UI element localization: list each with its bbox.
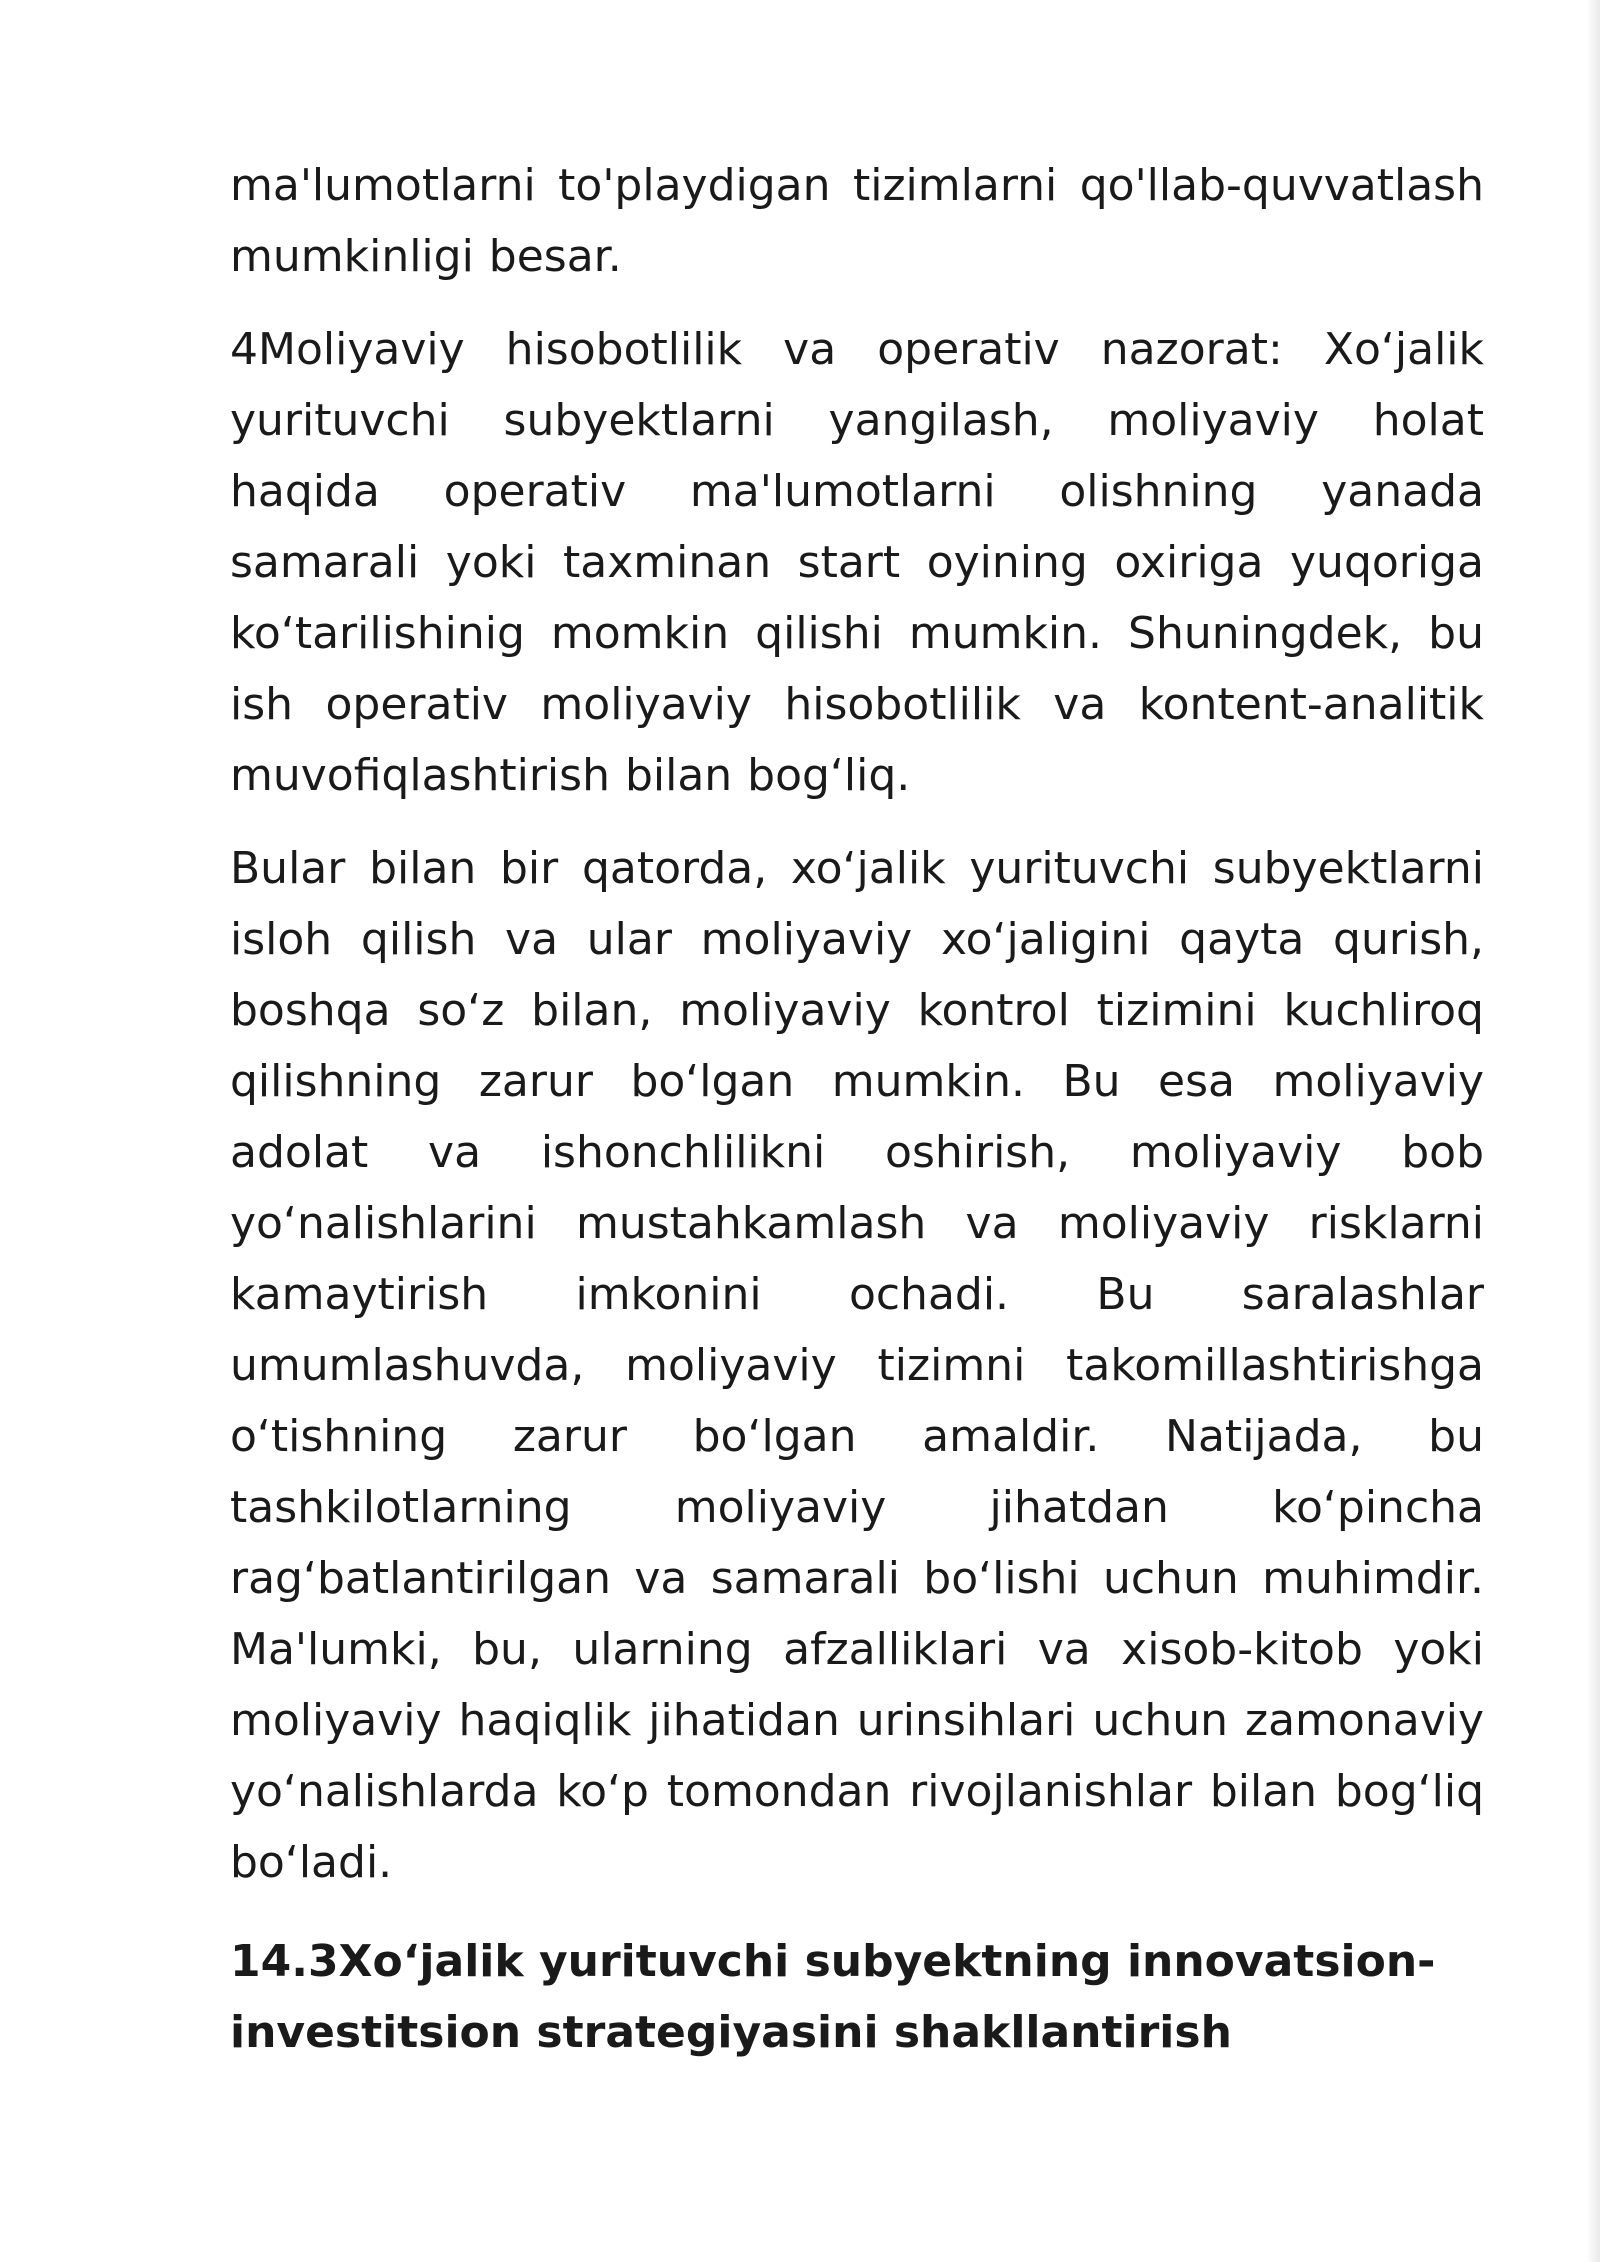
paragraph-continuation: ma'lumotlarni to'playdigan tizimlarni qo'llab-quvvatlash mumkinligi besar. xyxy=(230,160,1484,282)
paragraph-financial-reporting: 4Moliyaviy hisobotlilik va operativ nazorat: Xo‘jalik yurituvchi subyektlarni yangilash, moliyaviy holat haqida operativ ma'lumotlarni olishning yanada samarali yoki taxminan start oyining oxiriga yuqoriga ko‘tarilishinig momkin qilishi mumkin. Shuningdek, bu ish operativ moliyaviy hisobotlilik va kontent-analitik muvofiqlashtirish bilan bog‘liq. xyxy=(230,324,1484,801)
section-heading: 14.3Xo‘jalik yurituvchi subyektning innovatsion-investitsion strategiyasini shakllantirish xyxy=(230,1936,1436,2058)
paragraph-reform: Bular bilan bir qatorda, xo‘jalik yurituvchi subyektlarni isloh qilish va ular moliyaviy xo‘jaligini qayta qurish, boshqa so‘z bilan, moliyaviy kontrol tizimini kuchliroq qilishning zarur bo‘lgan mumkin. Bu esa moliyaviy adolat va ishonchlilikni oshirish, moliyaviy bob yo‘nalishlarini mustahkamlash va moliyaviy risklarni kamaytirish imkonini ochadi. Bu saralashlar umumlashuvda, moliyaviy tizimni takomillashtirishga o‘tishning zarur bo‘lgan amaldir. Natijada, bu tashkilotlarning moliyaviy jihatdan ko‘pincha rag‘batlantirilgan va samarali bo‘lishi uchun muhimdir. Ma'lumki, bu, ularning afzalliklari va xisob-kitob yoki moliyaviy haqiqlik jihatidan urinsihlari uchun zamonaviy yo‘nalishlarda ko‘p tomondan rivojlanishlar bilan bog‘liq bo‘ladi. xyxy=(230,843,1484,1888)
page-edge-shadow xyxy=(1586,0,1600,2262)
document-body xyxy=(230,150,1484,2068)
